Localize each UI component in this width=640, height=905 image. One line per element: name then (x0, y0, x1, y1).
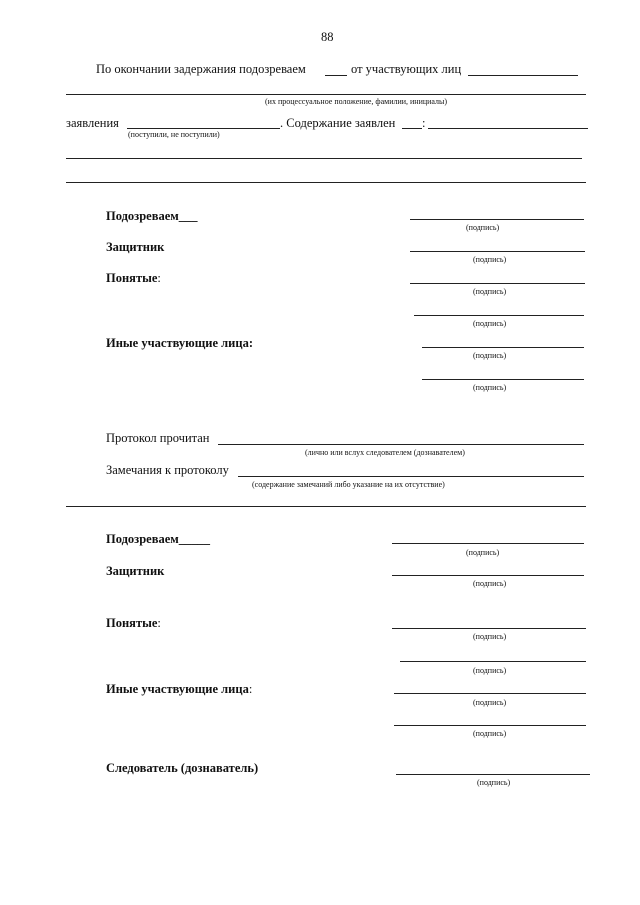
remarks-caption: (содержание замечаний либо указание на их отсутствие) (252, 480, 445, 489)
page-number: 88 (321, 30, 334, 44)
defender-label-2: Защитник (106, 564, 165, 578)
participants-full-line (66, 94, 586, 95)
protocol-read-caption: (лично или вслух следователем (дознавателем) (305, 448, 465, 457)
statements-content-label: . Содержание заявлен (280, 116, 396, 130)
section-divider (66, 506, 586, 507)
suspect-signature-line-2 (392, 543, 584, 544)
signature-caption: (подпись) (473, 698, 507, 707)
signature-caption: (подпись) (466, 548, 500, 557)
statements-label: заявления (66, 116, 119, 130)
remarks-label: Замечания к протоколу (106, 463, 229, 477)
signature-caption: (подпись) (473, 579, 507, 588)
witness-signature-line-2b (400, 661, 586, 662)
statements-content-blank (428, 128, 588, 129)
statements-colon: : (422, 116, 426, 130)
witness-signature-line-1a (410, 283, 585, 284)
signature-caption: (подпись) (477, 778, 511, 787)
suspect-label-1: Подозреваем___ (106, 209, 198, 223)
remarks-line (238, 476, 584, 477)
protocol-read-label: Протокол прочитан (106, 431, 210, 445)
witnesses-label-1: Понятые: (106, 271, 161, 285)
others-signature-line-1a (422, 347, 584, 348)
investigator-signature-line (396, 774, 590, 775)
participants-blank (468, 75, 578, 76)
investigator-label: Следователь (дознаватель) (106, 761, 259, 775)
signature-caption: (подпись) (473, 729, 507, 738)
protocol-read-line (218, 444, 584, 445)
suspect-signature-line-1 (410, 219, 584, 220)
defender-label-1: Защитник (106, 240, 165, 254)
participants-text: от участвующих лиц (351, 62, 462, 76)
defender-signature-line-1 (410, 251, 585, 252)
suspect-ending-blank (325, 75, 347, 76)
statements-received-blank (127, 128, 280, 129)
intro-text: По окончании задержания подозреваем (96, 62, 306, 76)
signature-caption: (подпись) (473, 319, 507, 328)
others-label-1: Иные участвующие лица: (106, 336, 253, 350)
participants-caption: (их процессуальное положение, фамилии, инициалы) (265, 97, 448, 106)
witness-signature-line-1b (414, 315, 584, 316)
signature-caption: (подпись) (473, 383, 507, 392)
suspect-label-2: Подозреваем_____ (106, 532, 211, 546)
witnesses-label-2: Понятые: (106, 616, 161, 630)
signature-caption: (подпись) (473, 287, 507, 296)
signature-caption: (подпись) (466, 223, 500, 232)
signature-caption: (подпись) (473, 255, 507, 264)
signature-caption: (подпись) (473, 666, 507, 675)
others-signature-line-1b (422, 379, 584, 380)
defender-signature-line-2 (392, 575, 584, 576)
signature-caption: (подпись) (473, 632, 507, 641)
others-signature-line-2b (394, 725, 586, 726)
others-signature-line-2a (394, 693, 586, 694)
statements-ending-blank (402, 128, 422, 129)
signature-caption: (подпись) (473, 351, 507, 360)
others-label-2: Иные участвующие лица: (106, 682, 253, 696)
blank-line-1 (66, 158, 582, 159)
blank-line-2 (66, 182, 586, 183)
witness-signature-line-2a (392, 628, 586, 629)
received-caption: (поступили, не поступили) (128, 130, 220, 139)
